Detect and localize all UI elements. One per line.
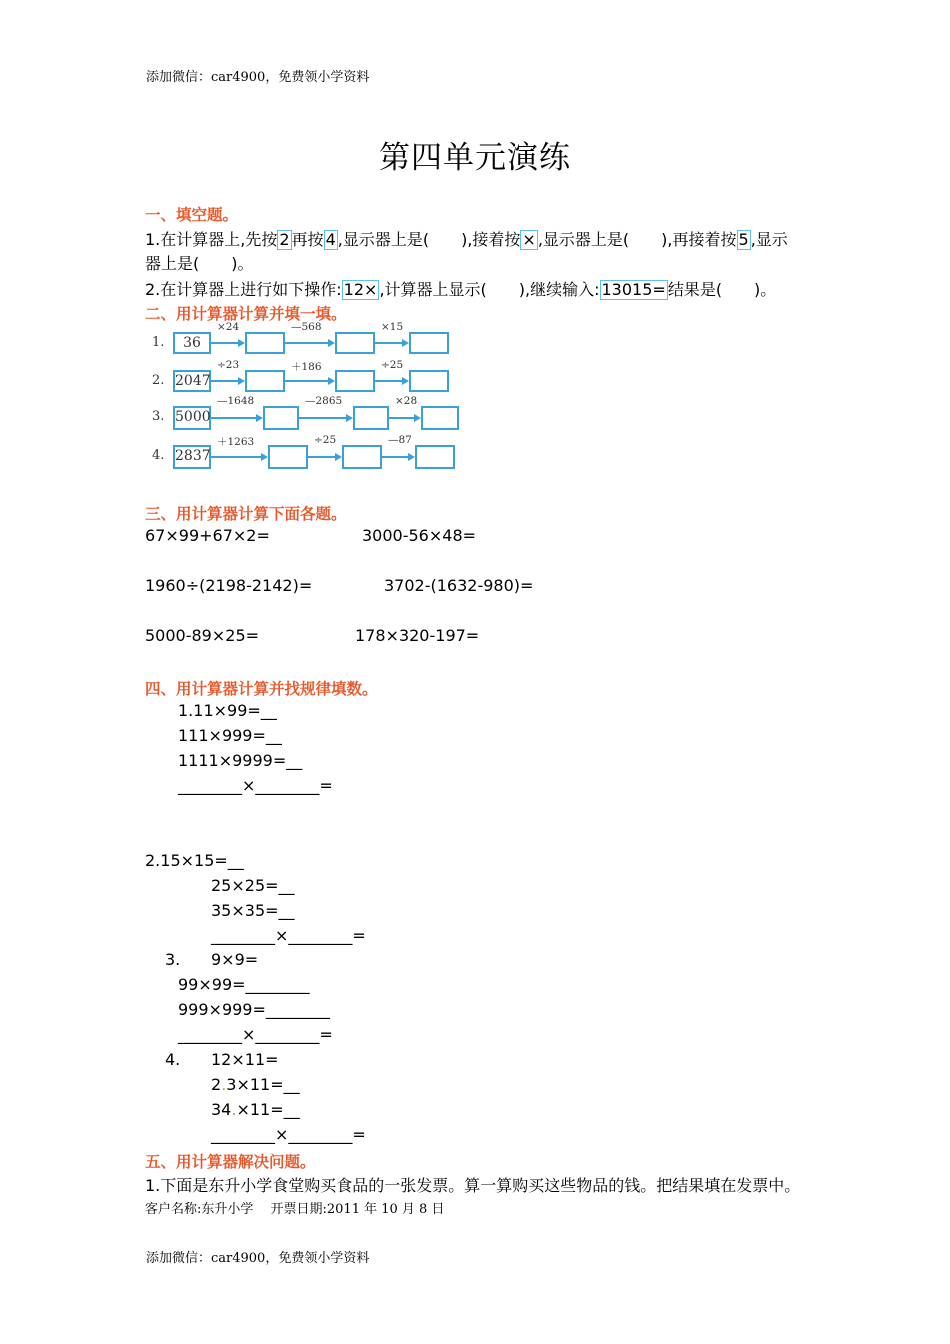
- page-footer: 添加微信：car4900，免费领小学资料: [146, 1251, 370, 1266]
- pattern-4-line-2: 2.3×11=__: [211, 1075, 300, 1094]
- flow-arrow-head: [238, 339, 245, 347]
- flow-operation-label: ×28: [395, 395, 418, 407]
- flow-arrow-head: [414, 414, 421, 422]
- flow-row-number: 3.: [152, 409, 165, 424]
- flow-operation-label: ÷25: [381, 359, 404, 371]
- pattern-1-line-3: 1111×9999=__: [178, 751, 303, 770]
- question-5-1: 1.下面是东升小学食堂购买食品的一张发票。算一算购买这些物品的钱。把结果填在发票中。: [145, 1176, 801, 1195]
- calc-1a: 67×99+67×2=: [145, 526, 270, 545]
- page-title: 第四单元演练: [379, 140, 571, 176]
- pattern-4-number: 4.: [165, 1050, 181, 1069]
- flow-operation-label: ÷23: [217, 359, 240, 371]
- pattern-2-line-4: ________×________=: [211, 926, 366, 945]
- flow-arrow: [211, 342, 239, 344]
- flow-answer-box[interactable]: [409, 332, 449, 354]
- flow-arrow: [375, 380, 403, 382]
- flow-start-value: 36: [173, 332, 211, 354]
- flow-answer-box[interactable]: [342, 445, 382, 469]
- flow-arrow-head: [402, 339, 409, 347]
- pattern-3-line-4: ________×________=: [178, 1025, 333, 1044]
- section-3-heading: 三、用计算器计算下面各题。: [145, 505, 347, 523]
- flow-operation-label: ×24: [217, 321, 240, 333]
- flow-arrow: [211, 380, 239, 382]
- calc-2b: 3702-(1632-980)=: [384, 576, 534, 595]
- flow-arrow-head: [402, 377, 409, 385]
- flow-arrow-head: [261, 453, 268, 461]
- flow-operation-label: —568: [291, 321, 322, 333]
- flow-answer-box[interactable]: [335, 370, 375, 392]
- flow-answer-box[interactable]: [263, 406, 299, 430]
- question-1-2: 2.在计算器上进行如下操作: 12× ,计算器上显示( ),继续输入: 13015= 结果是( )。: [145, 280, 777, 299]
- section-5-heading: 五、用计算器解决问题。: [145, 1153, 316, 1171]
- flow-operation-label: —87: [388, 434, 412, 446]
- flow-operation-label: ＋186: [291, 361, 322, 373]
- calc-3b: 178×320-197=: [355, 626, 480, 645]
- pattern-3-line-3: 999×999=________: [178, 1000, 330, 1019]
- flow-arrow-head: [328, 339, 335, 347]
- flow-operation-label: ＋1263: [217, 436, 255, 448]
- pattern-1-line-2: 111×999=__: [178, 726, 282, 745]
- flow-start-value: 2837: [173, 445, 211, 469]
- calc-1b: 3000-56×48=: [362, 526, 477, 545]
- flow-answer-box[interactable]: [335, 332, 375, 354]
- flow-answer-box[interactable]: [245, 370, 285, 392]
- pattern-4-line-4: ________×________=: [211, 1125, 366, 1144]
- section-4-heading: 四、用计算器计算并找规律填数。: [145, 680, 378, 698]
- key-5: 5: [738, 230, 749, 249]
- flow-answer-box[interactable]: [268, 445, 308, 469]
- pattern-3-line-2: 99×99=________: [178, 975, 310, 994]
- pattern-3-number: 3.: [165, 950, 181, 969]
- flow-arrow: [382, 456, 409, 458]
- flow-start-value: 5000: [173, 406, 211, 430]
- pattern-1-line-4: ________×________=: [178, 776, 333, 795]
- question-1-1: 1.在计算器上,先按 2 再按 4 ,显示器上是( ),接着按 × ,显示器上是( ),再接着按 5 ,显示: [145, 230, 788, 249]
- flow-row-number: 4.: [152, 448, 165, 463]
- flow-arrow: [308, 456, 336, 458]
- flow-row-number: 2.: [152, 373, 165, 388]
- flow-arrow: [375, 342, 403, 344]
- flow-operation-label: ×15: [381, 321, 404, 333]
- flow-operation-label: ÷25: [314, 434, 337, 446]
- flow-arrow: [211, 456, 262, 458]
- flow-arrow: [211, 417, 257, 419]
- pattern-2-line-3: 35×35=__: [211, 901, 295, 920]
- question-1-1-line2: 器上是( )。: [145, 254, 254, 273]
- flow-arrow: [285, 342, 329, 344]
- flow-answer-box[interactable]: [409, 370, 449, 392]
- flow-arrow: [299, 417, 347, 419]
- flow-arrow-head: [256, 414, 263, 422]
- key-4: 4: [325, 230, 336, 249]
- section-1-heading: 一、填空题。: [145, 206, 239, 224]
- pattern-1-line-1: 1.11×99=__: [178, 701, 277, 720]
- flow-answer-box[interactable]: [415, 445, 455, 469]
- flow-row-number: 1.: [152, 335, 165, 350]
- key-2: 2: [279, 230, 290, 249]
- flow-answer-box[interactable]: [421, 406, 459, 430]
- pattern-2-line-1: 2.15×15=__: [145, 851, 244, 870]
- flow-answer-box[interactable]: [353, 406, 389, 430]
- calc-2a: 1960÷(2198-2142)=: [145, 576, 313, 595]
- invoice-info: 客户名称:东升小学 开票日期:2011 年 10 月 8 日: [145, 1202, 445, 1217]
- flow-arrow: [389, 417, 415, 419]
- flow-answer-box[interactable]: [245, 332, 285, 354]
- flow-operation-label: —1648: [217, 395, 255, 407]
- pattern-4-line-1: 12×11=: [211, 1050, 279, 1069]
- flow-operation-label: —2865: [305, 395, 343, 407]
- flow-start-value: 2047: [173, 370, 211, 392]
- key-13015: 13015=: [601, 280, 666, 299]
- pattern-3-line-1: 9×9=: [211, 950, 259, 969]
- key-times: ×: [522, 230, 536, 249]
- flow-arrow-head: [238, 377, 245, 385]
- key-12x: 12×: [343, 280, 378, 299]
- pattern-4-line-3: 34.×11=__: [211, 1100, 300, 1119]
- flow-arrow-head: [335, 453, 342, 461]
- page-header: 添加微信：car4900，免费领小学资料: [146, 70, 370, 85]
- pattern-2-line-2: 25×25=__: [211, 876, 295, 895]
- flow-arrow: [285, 380, 329, 382]
- flow-arrow-head: [328, 377, 335, 385]
- section-2-heading: 二、用计算器计算并填一填。: [145, 305, 347, 323]
- flow-arrow-head: [346, 414, 353, 422]
- flow-arrow-head: [408, 453, 415, 461]
- calc-3a: 5000-89×25=: [145, 626, 260, 645]
